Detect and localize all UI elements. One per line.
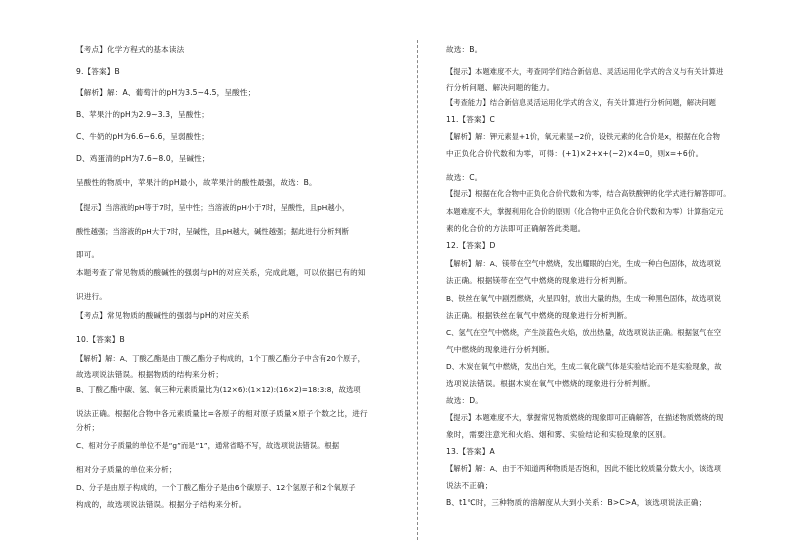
text-line: 素的化合价的方法即可正确解答此类题。 <box>446 224 586 233</box>
text-line: 【解析】解：钾元素显+1价，氧元素显−2价，设铁元素的化合价是x，根据在化合物 <box>446 132 720 141</box>
text-line: 法正确。根据镁带在空气中燃烧的现象进行分析判断。 <box>446 276 632 285</box>
text-line: 本题考查了常见物质的酸碱性的强弱与pH的对应关系，完成此题，可以依据已有的知 <box>76 268 366 277</box>
text-line: D、鸡蛋清的pH为7.6~8.0，呈碱性； <box>76 154 210 163</box>
text-line: 13.【答案】A <box>446 447 495 456</box>
text-line: 呈酸性的物质中，苹果汁的pH最小，故苹果汁的酸性最强，故选：B。 <box>76 178 317 187</box>
text-line: C、相对分子质量的单位不是“g”而是“1”，通常省略不写，故选项说法错误。根据 <box>76 441 339 450</box>
text-line: 【解析】解：A、葡萄汁的pH为3.5~4.5，呈酸性； <box>76 88 256 97</box>
text-line: 9.【答案】B <box>76 67 120 76</box>
text-line: 故选：D。 <box>446 396 483 405</box>
text-line: 象时，需要注意光和火焰、烟和雾、实验结论和实验现象的区别。 <box>446 430 671 439</box>
text-line: 【提示】本题难度不大，掌握常见物质燃烧的现象即可正确解答，在描述物质燃烧的现 <box>446 413 724 422</box>
text-line: 【解析】解：A、由于不知道两种物质是否饱和，因此不能比较质量分数大小，该选项 <box>446 464 721 473</box>
text-line: 中正负化合价代数和为零，可得：(+1)×2+x+(−2)×4=0，则x=+6价。 <box>446 149 704 158</box>
column-divider <box>417 40 418 540</box>
text-line: 分析； <box>76 423 100 432</box>
text-line: 12.【答案】D <box>446 241 496 250</box>
text-line: 说法正确。根据化合物中各元素质量比=各原子的相对原子质量×原子个数之比，进行 <box>76 409 368 418</box>
text-line: 酸性越强；当溶液的pH大于7时，呈碱性，且pH越大，碱性越强；据此进行分析判断 <box>76 227 349 236</box>
text-line: 10.【答案】B <box>76 335 125 344</box>
text-line: 故选：B。 <box>446 45 483 54</box>
text-line: D、分子是由原子构成的，一个丁酸乙酯分子是由6个碳原子、12个氢原子和2个氧原子 <box>76 483 356 492</box>
text-line: 说法不正确； <box>446 481 493 490</box>
text-line: 即可。 <box>76 250 100 259</box>
text-line: 识进行。 <box>76 292 107 301</box>
text-line: 【考点】常见物质的酸碱性的强弱与pH的对应关系 <box>76 311 250 320</box>
text-line: 【提示】根据在化合物中正负化合价代数和为零，结合高铁酸钾的化学式进行解答即可。 <box>446 189 731 198</box>
text-line: C、牛奶的pH为6.6~6.6，呈弱酸性； <box>76 132 210 141</box>
text-line: 【解析】解：A、镁带在空气中燃烧，发出耀眼的白光，生成一种白色固体，故选项说 <box>446 259 721 268</box>
text-line: 相对分子质量的单位来分析； <box>76 465 177 474</box>
text-line: 【考点】化学方程式的基本读法 <box>76 45 185 54</box>
text-line: 构成的，故选项说法错误。根据分子结构来分析。 <box>76 500 247 509</box>
text-line: 故选：C。 <box>446 173 483 182</box>
text-line: 【考查能力】结合新信息灵活运用化学式的含义，有关计算进行分析问题，解决问题 <box>446 98 716 107</box>
text-line: 【提示】本题难度不大，考查同学们结合新信息、灵活运用化学式的含义与有关计算进 <box>446 67 724 76</box>
text-line: 行分析问题、解决问题的能力。 <box>446 83 555 92</box>
text-line: C、氢气在空气中燃烧，产生淡蓝色火焰，放出热量，故选项说法正确。根据氢气在空 <box>446 328 722 337</box>
text-line: B、丁酸乙酯中碳、氢、氧三种元素质量比为(12×6):(1×12):(16×2)=18:3:8，故选项 <box>76 385 361 394</box>
text-line: 本题难度不大，掌握利用化合价的原则（化合物中正负化合价代数和为零）计算指定元 <box>446 207 724 216</box>
text-line: D、木炭在氧气中燃烧，发出白光，生成二氧化碳气体是实验结论而不是实验现象，故 <box>446 362 722 371</box>
text-line: B、t1℃时，三种物质的溶解度从大到小关系：B>C>A，该选项说法正确； <box>446 498 707 507</box>
text-line: 法正确。根据铁丝在氧气中燃烧的现象进行分析判断。 <box>446 311 632 320</box>
text-line: 11.【答案】C <box>446 115 495 124</box>
text-line: 【提示】当溶液的pH等于7时，呈中性；当溶液的pH小于7时，呈酸性，且pH越小， <box>76 203 350 212</box>
text-line: 故选项说法错误。根据物质的结构来分析； <box>76 370 224 379</box>
text-line: 【解析】解：A、丁酸乙酯是由丁酸乙酯分子构成的，1个丁酸乙酯分子中含有20个原子， <box>76 354 365 363</box>
text-line: 气中燃烧的现象进行分析判断。 <box>446 345 555 354</box>
text-line: 选项说法错误。根据木炭在氧气中燃烧的现象进行分析判断。 <box>446 379 656 388</box>
text-line: B、苹果汁的pH为2.9~3.3，呈酸性； <box>76 110 209 119</box>
text-line: B、铁丝在氧气中剧烈燃烧，火星四射，放出大量的热，生成一种黑色固体，故选项说 <box>446 294 721 303</box>
